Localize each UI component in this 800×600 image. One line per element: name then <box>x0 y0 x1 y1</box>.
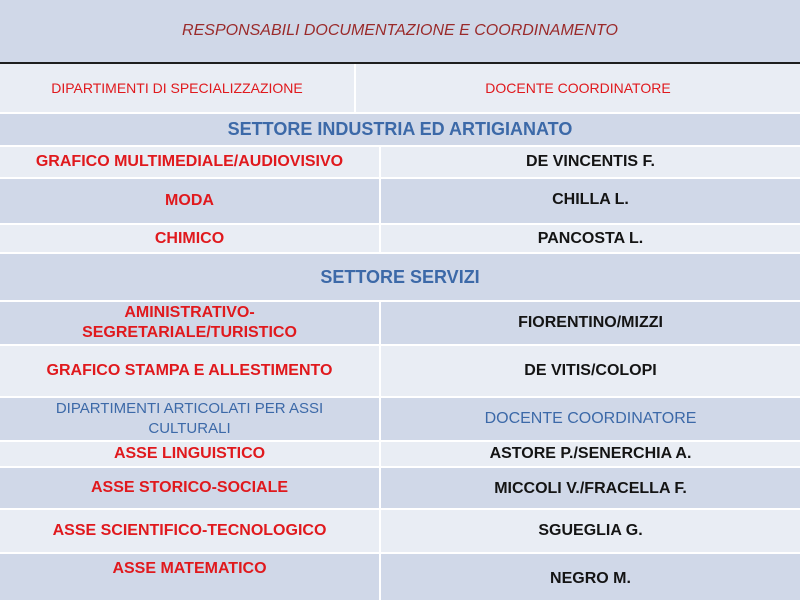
subheader-departments: DIPARTIMENTI ARTICOLATI PER ASSI CULTURALI <box>0 398 381 440</box>
coordinator-cell: MICCOLI V./FRACELLA F. <box>494 480 687 497</box>
coordinator-cell: PANCOSTA L. <box>537 229 644 247</box>
table-header <box>0 64 800 114</box>
department-cell: ASSE STORICO-SOCIALE <box>0 468 381 508</box>
header-departments: DIPARTIMENTI DI SPECIALIZZAZIONE <box>0 64 356 112</box>
table-subheader <box>0 398 800 442</box>
coordinator-cell: DE VINCENTIS F. <box>526 153 655 170</box>
table-row <box>0 468 800 510</box>
header-coordinator: DOCENTE COORDINATORE <box>485 80 671 96</box>
table-row <box>0 302 800 346</box>
section-title-row <box>0 114 800 147</box>
department-cell: GRAFICO MULTIMEDIALE/AUDIOVISIVO <box>0 147 381 177</box>
department-cell: ASSE LINGUISTICO <box>0 442 381 466</box>
coordinator-cell: DE VITIS/COLOPI <box>524 362 657 379</box>
section-title-industria: SETTORE INDUSTRIA ED ARTIGIANATO <box>227 119 573 139</box>
coordinator-cell: ASTORE P./SENERCHIA A. <box>489 445 692 462</box>
section-title-row <box>0 254 800 302</box>
section-title-servizi: SETTORE SERVIZI <box>320 266 480 287</box>
page-title-bar <box>0 0 800 64</box>
department-cell: ASSE MATEMATICO <box>0 554 381 600</box>
table-row <box>0 225 800 254</box>
coordinator-cell: SGUEGLIA G. <box>538 522 643 539</box>
page-title: RESPONSABILI DOCUMENTAZIONE E COORDINAMENTO <box>182 22 618 39</box>
coordinator-cell: FIORENTINO/MIZZI <box>518 314 663 331</box>
coordinator-cell: NEGRO M. <box>550 570 631 587</box>
table-row <box>0 442 800 468</box>
table-row <box>0 346 800 398</box>
table-row <box>0 554 800 600</box>
table-row <box>0 510 800 554</box>
subheader-coordinator: DOCENTE COORDINATORE <box>484 410 697 427</box>
department-cell: AMINISTRATIVO-SEGRETARIALE/TURISTICO <box>0 302 381 344</box>
department-cell: ASSE SCIENTIFICO-TECNOLOGICO <box>0 510 381 552</box>
department-cell: GRAFICO STAMPA E ALLESTIMENTO <box>0 346 381 396</box>
table-row <box>0 179 800 225</box>
coordinator-cell: CHILLA L. <box>552 191 629 208</box>
department-cell: CHIMICO <box>0 225 381 252</box>
table-row <box>0 147 800 179</box>
department-cell: MODA <box>0 179 381 223</box>
